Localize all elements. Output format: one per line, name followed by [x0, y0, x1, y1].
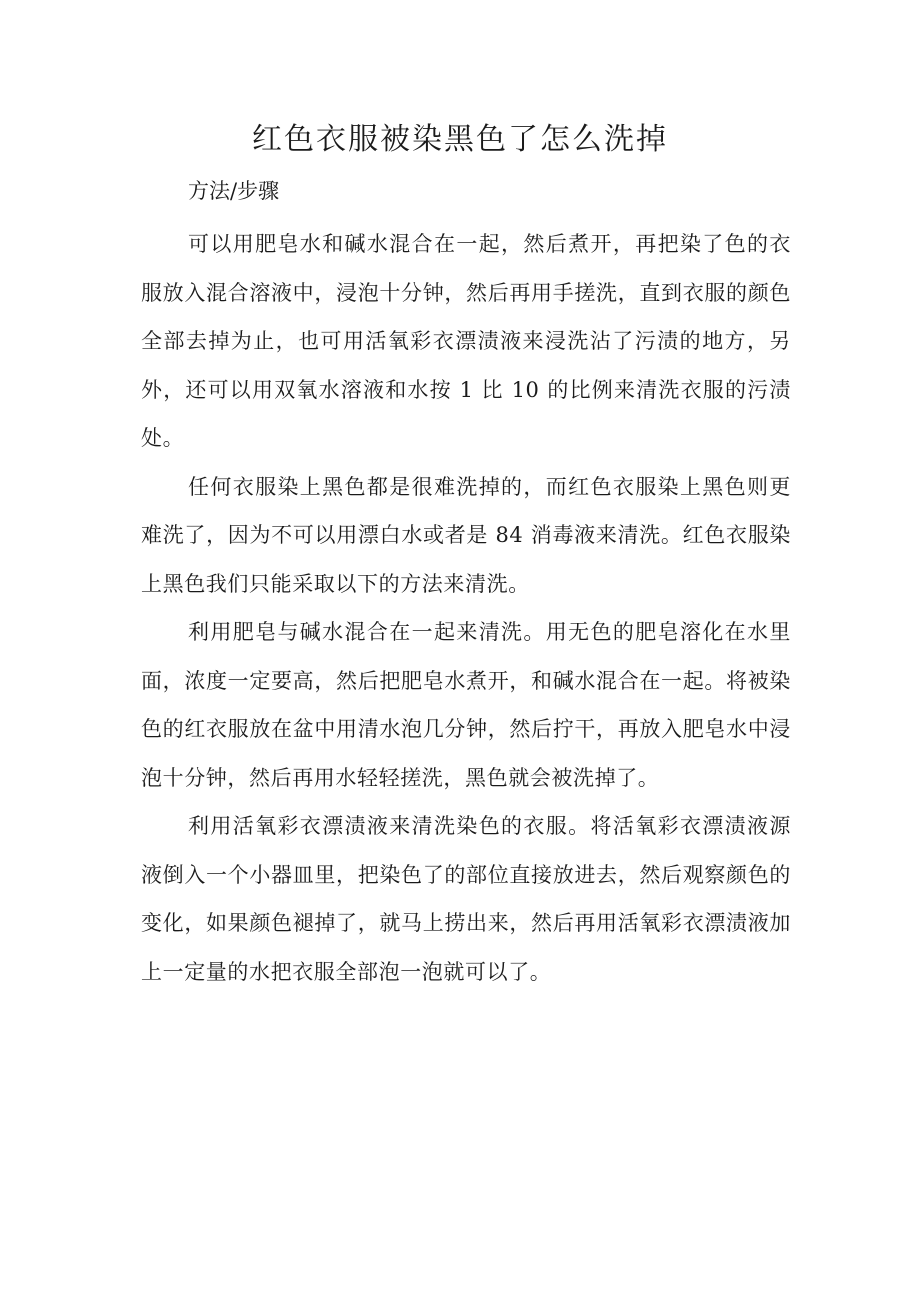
paragraph-1: 可以用肥皂水和碱水混合在一起，然后煮开，再把染了色的衣服放入混合溶液中，浸泡十分钟，然后再用手搓洗，直到衣服的颜色全部去掉为止，也可用活氧彩衣漂渍液来浸洗沾了污渍的地方，另外，还可以用双氧水溶液和水按 1 比 10 的比例来清洗衣服的污渍处。 [141, 232, 791, 450]
document-body [141, 220, 791, 996]
document-title: 红色衣服被染黑色了怎么洗掉 [252, 122, 668, 157]
section-heading: 方法/步骤 [188, 179, 280, 203]
paragraph-3: 利用肥皂与碱水混合在一起来清洗。用无色的肥皂溶化在水里面，浓度一定要高，然后把肥皂水煮开，和碱水混合在一起。将被染色的红衣服放在盆中用清水泡几分钟，然后拧干，再放入肥皂水中浸泡十分钟，然后再用水轻轻搓洗，黑色就会被洗掉了。 [141, 620, 791, 790]
paragraph-2: 任何衣服染上黑色都是很难洗掉的，而红色衣服染上黑色则更难洗了，因为不可以用漂白水或者是 84 消毒液来清洗。红色衣服染上黑色我们只能采取以下的方法来清洗。 [141, 474, 791, 596]
paragraph-4: 利用活氧彩衣漂渍液来清洗染色的衣服。将活氧彩衣漂渍液源液倒入一个小器皿里，把染色了的部位直接放进去，然后观察颜色的变化，如果颜色褪掉了，就马上捞出来，然后再用活氧彩衣漂渍液加上一定量的水把衣服全部泡一泡就可以了。 [141, 814, 791, 984]
